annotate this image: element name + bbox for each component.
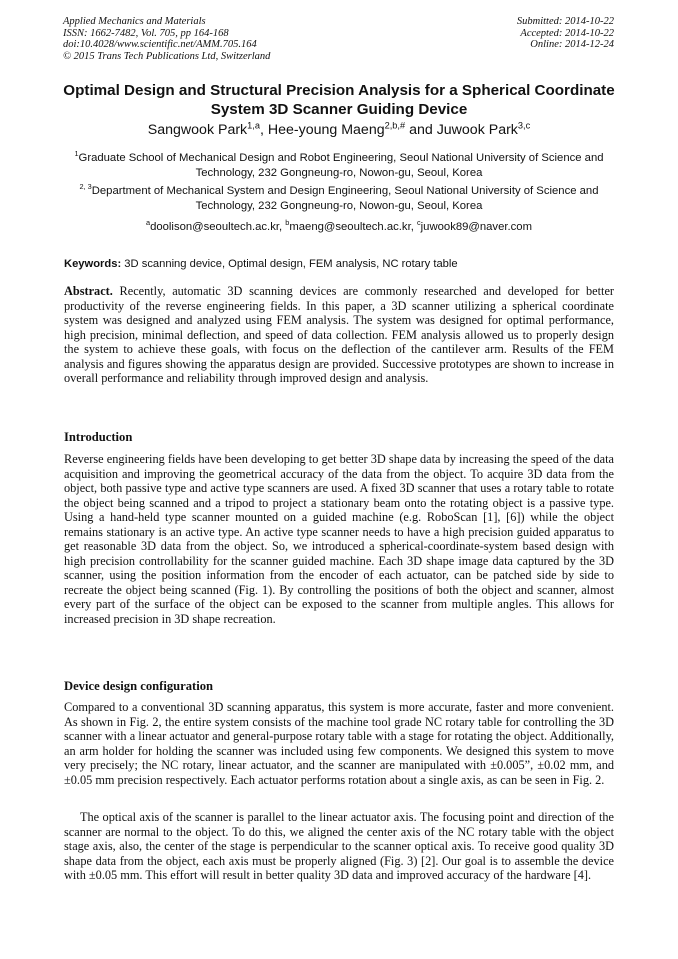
author-separator: and bbox=[405, 122, 437, 138]
journal-info bbox=[63, 16, 270, 62]
introduction-paragraph: Reverse engineering fields have been developing to get better 3D shape data by increasing the speed of the data acquisition and improving the geometrical accuracy of the data from the object. To acquire 3D data from the object, both passive type and active type scanners are used. A fixed 3D scanner that uses a rotary table to rotate the object being scanned and a tripod to project a stationary beam onto the rotating object is a passive type. Using a hand-held type scanner mounted on a guided machine (e.g. RoboScan [1], [6]) while the object remains stationary is an active type. An active type scanner needs to have a high precision guided apparatus to get reasonable 3D data from the object. So, we introduced a spherical-coordinate-system based design with high precision controllability for the scanner guided machine. Each 3D shape image data captured by the 3D scanner, using the position information from the encoder of each actuator, can be patched side by side to recreate the object being scanned (Fig. 1). By controlling the positions of both the object and scanner, almost every part of the surface of the object can be exposed to the scanner from multiple angles. This allows for increased precision in 3D shape recreation. bbox=[64, 452, 614, 627]
online-date: Online: 2014-12-24 bbox=[530, 39, 614, 51]
email-2-marker: b bbox=[285, 218, 290, 228]
journal-copyright: © 2015 Trans Tech Publications Ltd, Switzerland bbox=[63, 50, 271, 62]
paper-title: Optimal Design and Structural Precision Analysis for a Spherical Coordinate System 3D Scanner Guiding Device bbox=[63, 82, 615, 118]
abstract bbox=[64, 284, 614, 386]
device-design-paragraph-1: Compared to a conventional 3D scanning apparatus, this system is more accurate, faster and more convenient. As shown in Fig. 2, the entire system consists of the machine tool grade NC rotary table for controlling the 3D scanner with a linear actuator and general-purpose rotary table with a stage for rotating the object. Additionally, an arm holder for holding the scanner was included using few components. We designed this system to move very precisely; the NC rotary, linear actuator, and the scanner are manipulated with ±0.005”, ±0.02 mm, and ±0.05 mm precision respectively. Each actuator performs rotation about a single axis, as can be seen in Fig. 2. bbox=[64, 700, 614, 787]
author-1-marker: 1,a bbox=[247, 120, 260, 131]
affiliation-1-text: Graduate School of Mechanical Design and Robot Engineering, Seoul National University of Science and Technology, 232 Gongneung-ro, Nowon-gu, Seoul, Korea bbox=[78, 152, 604, 179]
email-list bbox=[40, 220, 638, 234]
author-separator: , bbox=[259, 122, 268, 138]
author-2: Hee-young Maeng bbox=[267, 122, 385, 138]
publication-dates bbox=[517, 16, 614, 51]
keywords-label: Keywords: bbox=[64, 258, 122, 270]
author-2-marker: 2,b,# bbox=[384, 120, 406, 131]
submitted-date: Submitted: 2014-10-22 bbox=[516, 16, 614, 27]
abstract-label: Abstract. bbox=[64, 284, 113, 298]
affiliation-2 bbox=[70, 184, 608, 213]
keywords bbox=[64, 257, 614, 271]
introduction-heading: Introduction bbox=[64, 430, 133, 444]
journal-issn: ISSN: 1662-7482, Vol. 705, pp 164-168 bbox=[63, 27, 229, 39]
author-3: Juwook Park bbox=[436, 122, 518, 138]
affiliation-2-text: Department of Mechanical System and Design Engineering, Seoul National University of Science and Technology, 232 Gongneung-ro, Nowon-gu, Seoul, Korea bbox=[91, 185, 599, 212]
author-list bbox=[40, 121, 638, 139]
affiliation-1 bbox=[70, 151, 608, 180]
author-3-marker: 3,c bbox=[517, 120, 531, 131]
device-design-paragraph-2: The optical axis of the scanner is parallel to the linear actuator axis. The focusing point and direction of the scanner are normal to the object. To do this, we aligned the center axis of the NC rotary table with the object stage axis, also, the center of the stage is perpendicular to the scanner optical axis. To receive good quality 3D shape data from the object, each axis must be properly aligned (Fig. 3) [2]. Our goal is to assemble the device with ±0.05 mm. This effort will result in better quality 3D data and improved accuracy of the hardware [4]. bbox=[64, 810, 614, 883]
email-3-marker: c bbox=[417, 218, 421, 228]
accepted-date: Accepted: 2014-10-22 bbox=[520, 27, 614, 39]
journal-name: Applied Mechanics and Materials bbox=[63, 16, 206, 27]
email-2[interactable]: maeng@seoultech.ac.kr, bbox=[289, 221, 417, 233]
email-3[interactable]: juwook89@naver.com bbox=[420, 221, 532, 233]
author-1: Sangwook Park bbox=[147, 122, 248, 138]
keywords-text: 3D scanning device, Optimal design, FEM analysis, NC rotary table bbox=[121, 258, 458, 270]
email-1-marker: a bbox=[146, 218, 151, 228]
affiliation-1-marker: 1 bbox=[74, 149, 79, 159]
affiliation-2-marker: 2, 3 bbox=[79, 182, 92, 192]
email-1[interactable]: doolison@seoultech.ac.kr, bbox=[150, 221, 286, 233]
journal-doi: doi:10.4028/www.scientific.net/AMM.705.164 bbox=[63, 39, 257, 51]
abstract-text: Recently, automatic 3D scanning devices are commonly researched and developed for better productivity of the reverse engineering fields. In this paper, a 3D scanner utilizing a spherical coordinate system was designed and analyzed using FEM analysis. The system was designed for optimal performance, high precision, minimal deflection, and speed of data collection. FEM analysis allowed us to properly design the system to achieve these goals, with focus on the deflection of the cantilever arm. Results of the FEM analysis and figures showing the apparatus design are provided. Successive prototypes are shown to increase in overall performance and reliability through improved design and analysis. bbox=[64, 284, 614, 386]
device-design-heading: Device design configuration bbox=[64, 679, 214, 693]
